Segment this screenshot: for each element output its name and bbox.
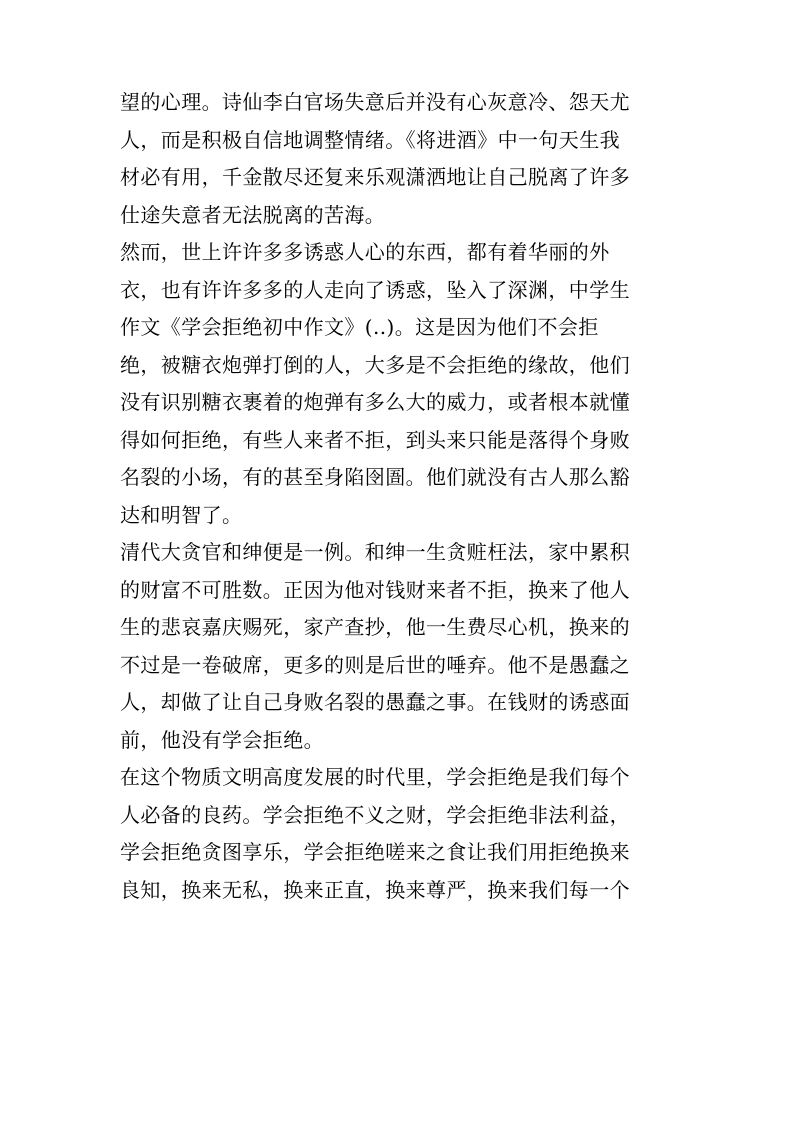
document-body	[120, 84, 676, 909]
paragraph-2: 然而，世上许许多多诱惑人心的东西，都有着华丽的外 衣，也有许许多多的人走向了诱惑，坠入了深渊，中学生 作文《学会拒绝初中作文》(..)。这是因为他们不会拒 绝，被糖衣炮弹打倒的人，大多是不会拒绝的缘故，他们 没有识别糖衣裹着的炮弹有多么大的威力，或者根本就懂 得如何拒绝，有些人来者不拒，到头来只能是落得个身败 名裂的小场，有的甚至身陷囹圄。他们就没有古人那么豁 达和明智了。	[120, 240, 630, 527]
paragraph-4: 在这个物质文明高度发展的时代里，学会拒绝是我们每个 人必备的良药。学会拒绝不义之财，学会拒绝非法利益， 学会拒绝贪图享乐，学会拒绝嗟来之食让我们用拒绝换来 良知，换来无私，换来正直，换来尊严，换来我们每一个	[120, 765, 630, 902]
paragraph-1: 望的心理。诗仙李白官场失意后并没有心灰意冷、怨天尤 人，而是积极自信地调整情绪。《将进酒》中一句天生我 材必有用，千金散尽还复来乐观潇洒地让自己脱离了许多 仕途失意者无法脱离的苦海。	[120, 90, 630, 227]
paragraph-3: 清代大贪官和绅便是一例。和绅一生贪赃枉法，家中累积 的财富不可胜数。正因为他对钱财来者不拒，换来了他人 生的悲哀嘉庆赐死，家产查抄，他一生费尽心机，换来的 不过是一卷破席，更多的则是后世的唾弃。他不是愚蠢之 人，却做了让自己身败名裂的愚蠢之事。在钱财的诱惑面 前，他没有学会拒绝。	[120, 540, 630, 752]
